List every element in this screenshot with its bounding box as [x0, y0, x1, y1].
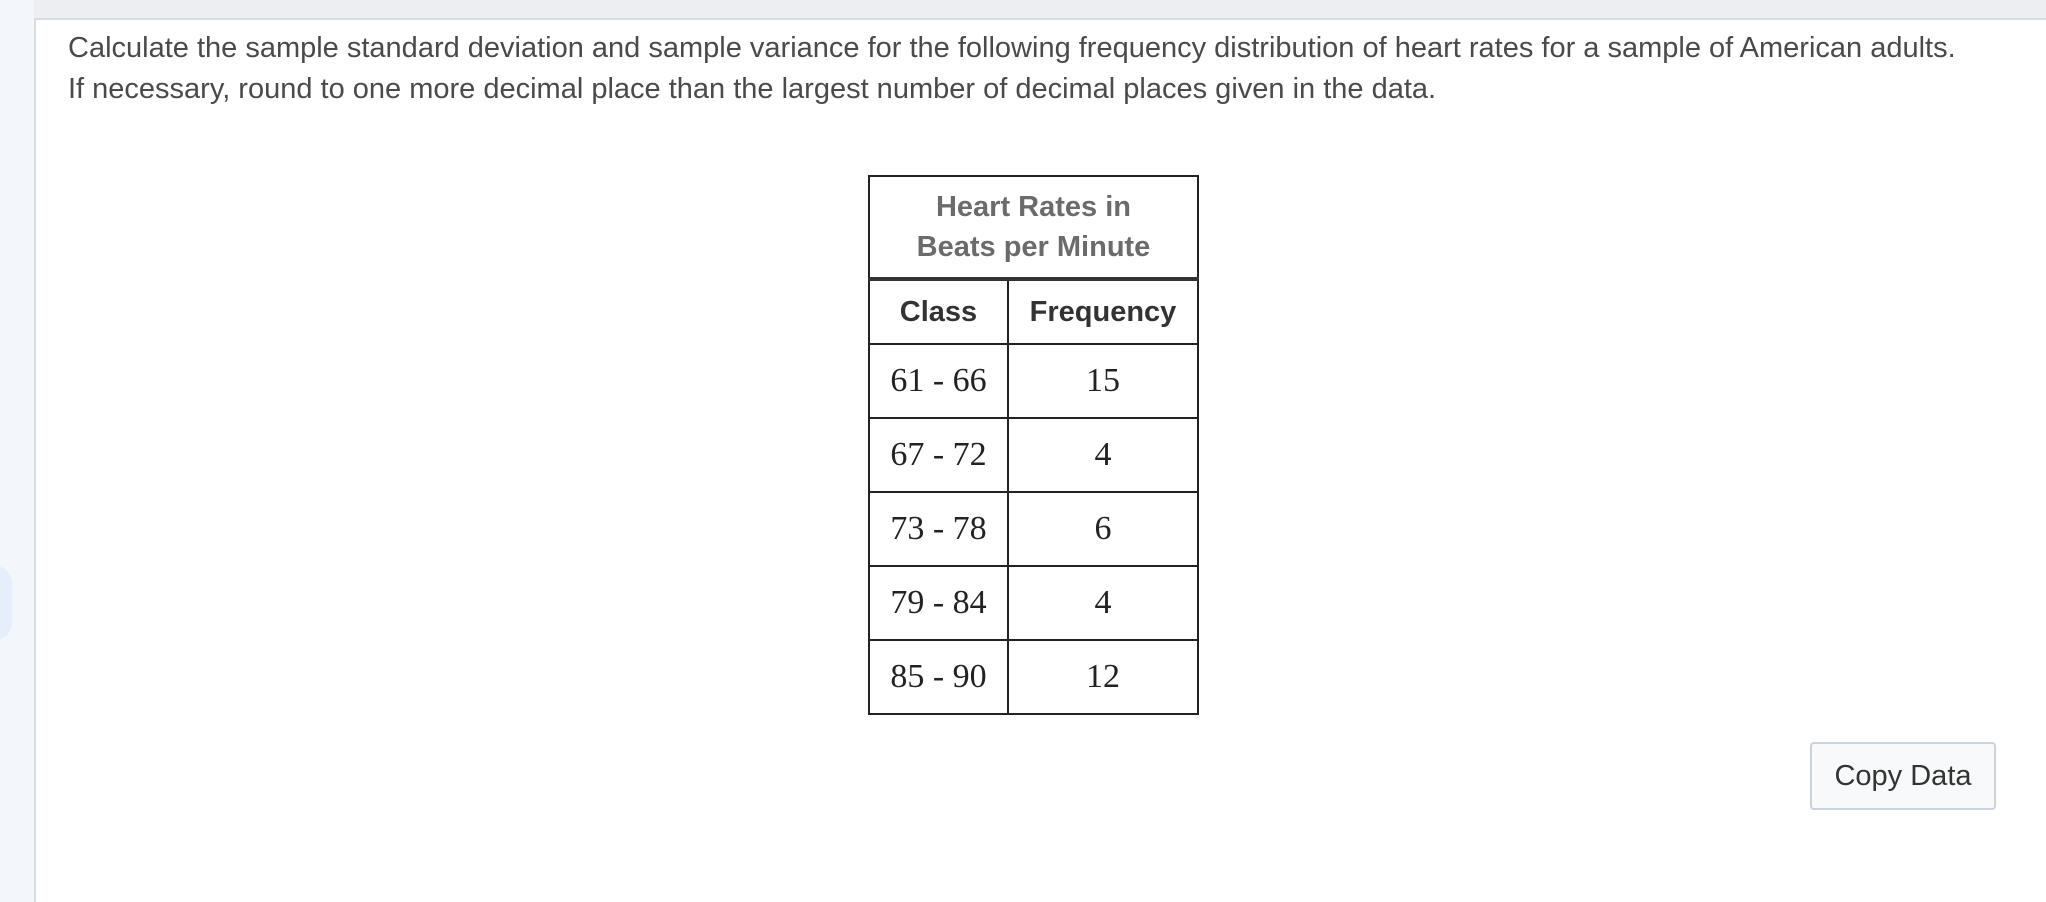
class-cell: 73 - 78 — [869, 492, 1008, 566]
sidebar-toggle-tab[interactable] — [0, 565, 12, 641]
copy-data-button[interactable]: Copy Data — [1810, 742, 1996, 810]
left-rail — [0, 0, 34, 902]
class-cell: 79 - 84 — [869, 566, 1008, 640]
table-caption-line-1: Heart Rates in — [935, 191, 1131, 223]
table-row — [869, 344, 1198, 418]
table-row — [869, 418, 1198, 492]
frequency-cell: 4 — [1008, 418, 1198, 492]
class-cell: 61 - 66 — [869, 344, 1008, 418]
column-header-frequency: Frequency — [1008, 279, 1198, 344]
table-caption — [869, 176, 1198, 279]
frequency-cell: 15 — [1008, 344, 1198, 418]
question-text — [68, 28, 2038, 110]
table-row — [869, 640, 1198, 714]
question-line-2: If necessary, round to one more decimal place than the largest number of decimal places given in the data. — [68, 73, 1437, 105]
frequency-cell: 6 — [1008, 492, 1198, 566]
frequency-cell: 12 — [1008, 640, 1198, 714]
class-cell: 67 - 72 — [869, 418, 1008, 492]
question-panel — [34, 20, 2046, 902]
table-caption-line-2: Beats per Minute — [916, 231, 1151, 263]
class-cell: 85 - 90 — [869, 640, 1008, 714]
top-bar — [34, 0, 2046, 20]
frequency-table-wrapper — [868, 175, 1199, 715]
table-row — [869, 566, 1198, 640]
frequency-table — [868, 175, 1199, 715]
column-header-class: Class — [869, 279, 1008, 344]
question-line-1: Calculate the sample standard deviation and sample variance for the following frequency distribution of heart rates for a sample of American adults. — [68, 32, 1956, 64]
frequency-cell: 4 — [1008, 566, 1198, 640]
table-row — [869, 492, 1198, 566]
